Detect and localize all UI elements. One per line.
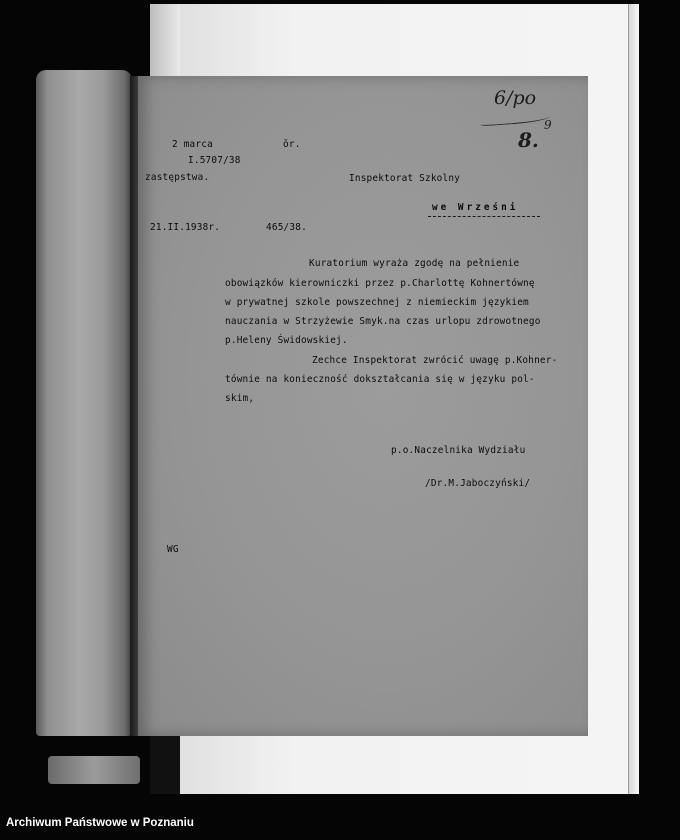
date-received: 2 marca xyxy=(172,139,213,150)
recipient-line-2: we Wrześni xyxy=(432,202,519,213)
background-sheet-edge xyxy=(628,4,639,794)
bound-page-roll xyxy=(36,70,132,736)
recipient-underline xyxy=(428,216,540,217)
subject-word: zastępstwa. xyxy=(145,172,210,183)
body-line: Kuratorium wyraża zgodę na pełnienie xyxy=(309,258,520,269)
body-line: w prywatnej szkole powszechnej z niemieckim językiem xyxy=(225,297,529,308)
abbreviation-right: ōr. xyxy=(283,139,301,150)
body-line: tównie na konieczność dokształcania się w języku pol- xyxy=(225,374,535,385)
body-line: obowiązków kierowniczki przez p.Charlottę Kohnertównę xyxy=(225,278,535,289)
signature-title: p.o.Naczelnika Wydziału xyxy=(391,445,526,456)
binding-gap xyxy=(150,736,180,794)
reference-number: I.5707/38 xyxy=(188,155,241,166)
typist-initials: WG xyxy=(167,544,179,555)
signature-name: /Dr.M.Jaboczyński/ xyxy=(425,478,531,489)
body-line: p.Heleny Świdowskiej. xyxy=(225,335,348,346)
background-sheet-fold xyxy=(150,4,180,76)
recipient-line-1: Inspektorat Szkolny xyxy=(349,173,461,184)
document-number: 465/38. xyxy=(266,222,307,233)
page-number-handwritten: 8. xyxy=(518,128,539,152)
body-line: nauczania w Strzyżewie Smyk.na czas urlopu zdrowotnego xyxy=(225,316,541,327)
page-number-sup-handwritten: 9 xyxy=(544,118,552,132)
document-date: 21.II.1938r. xyxy=(150,222,221,233)
bound-page-roll-base xyxy=(48,756,140,784)
archive-label: Archiwum Państwowe w Poznaniu xyxy=(6,817,194,829)
body-line: Zechce Inspektorat zwrócić uwagę p.Kohner- xyxy=(312,355,558,366)
body-line: skim, xyxy=(225,393,255,404)
archive-number-handwritten: 6/po xyxy=(494,87,537,109)
